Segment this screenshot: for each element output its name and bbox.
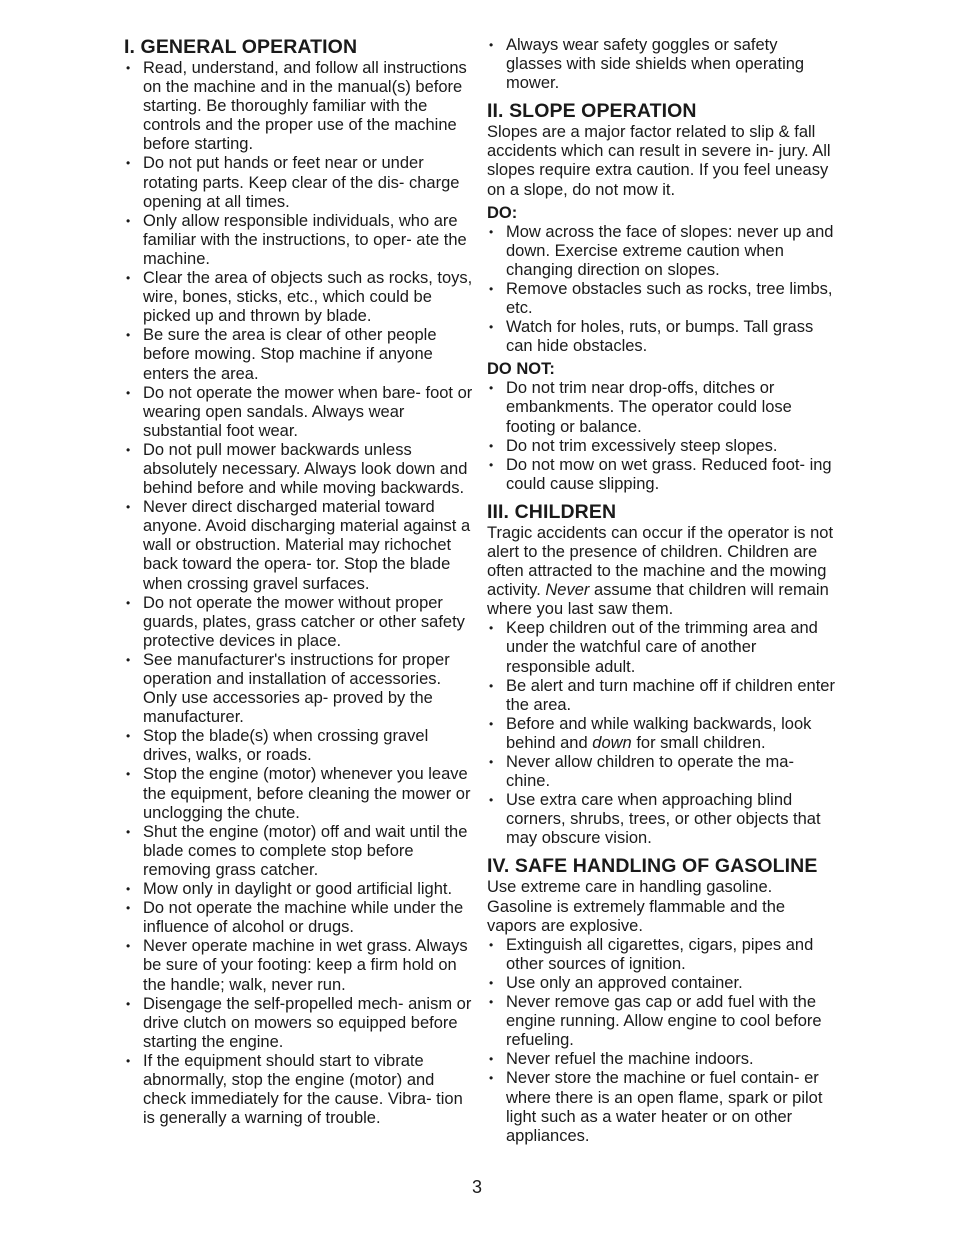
list-item: • Never operate machine in wet grass. Always be sure of your footing: keep a firm hold on the handle; walk, never run. bbox=[124, 937, 474, 994]
list-item: • Do not trim excessively steep slopes. bbox=[487, 437, 837, 456]
list-item: • Always wear safety goggles or safety glasses with side shields when operating mower. bbox=[487, 36, 837, 93]
list-item: • Only allow responsible individuals, who are familiar with the instructions, to oper- ate the machine. bbox=[124, 212, 474, 269]
list-item: • Never store the machine or fuel contain- er where there is an open flame, spark or pilot light such as a water heater or on other appliances. bbox=[487, 1069, 837, 1145]
list-item: • Clear the area of objects such as rocks, toys, wire, bones, sticks, etc., which could be picked up and thrown by blade. bbox=[124, 269, 474, 326]
do-not-list bbox=[487, 379, 837, 494]
list-item-text: Before and while walking backwards, look behind and bbox=[506, 714, 812, 752]
list-item: • Use extra care when approaching blind corners, shrubs, trees, or other objects that may obscure vision. bbox=[487, 791, 837, 848]
list-item: • Do not operate the mower without proper guards, plates, grass catcher or other safety protective devices in place. bbox=[124, 594, 474, 651]
list-item: • Do not mow on wet grass. Reduced foot- ing could cause slipping. bbox=[487, 456, 837, 494]
list-item: • Keep children out of the trimming area and under the watchful care of another responsible adult. bbox=[487, 619, 837, 676]
list-item bbox=[487, 715, 837, 753]
list-item: • Never remove gas cap or add fuel with the engine running. Allow engine to cool before refueling. bbox=[487, 993, 837, 1050]
list-item: • Remove obstacles such as rocks, tree limbs, etc. bbox=[487, 280, 837, 318]
list-item: • Mow only in daylight or good artificial light. bbox=[124, 880, 474, 899]
do-heading: DO: bbox=[487, 203, 518, 222]
do-list bbox=[487, 223, 837, 357]
list-item: • Never allow children to operate the ma- chine. bbox=[487, 753, 837, 791]
general-operation-continued-list bbox=[487, 36, 837, 93]
slope-operation-heading: II. SLOPE OPERATION bbox=[487, 100, 697, 123]
page-number: 3 bbox=[471, 1177, 482, 1197]
list-item: • See manufacturer's instructions for proper operation and installation of accessories. Only use accessories ap- proved by the manufacturer. bbox=[124, 651, 474, 727]
list-item: • Never direct discharged material toward anyone. Avoid discharging material against a wall or obstruction. Material may richochet back toward the opera- tor. Stop the blade when crossing gravel surfaces. bbox=[124, 498, 474, 593]
gasoline-list bbox=[487, 936, 837, 1146]
list-item: • Stop the engine (motor) whenever you leave the equipment, before cleaning the mower or unclogging the chute. bbox=[124, 765, 474, 822]
left-column bbox=[124, 36, 474, 1128]
list-item-text-end: for small children. bbox=[636, 733, 766, 752]
list-item: • Do not trim near drop-offs, ditches or embankments. The operator could lose footing or balance. bbox=[487, 379, 837, 436]
right-column bbox=[487, 36, 837, 1146]
list-item: • Be alert and turn machine off if children enter the area. bbox=[487, 677, 837, 715]
general-operation-heading: I. GENERAL OPERATION bbox=[124, 36, 358, 58]
children-intro-emphasis: Never bbox=[545, 581, 590, 600]
list-item: • Watch for holes, ruts, or bumps. Tall grass can hide obstacles. bbox=[487, 318, 837, 356]
gasoline-heading: IV. SAFE HANDLING OF GASOLINE bbox=[487, 855, 818, 878]
children-intro-text: Tragic accidents can occur if the operator is not alert to the presence of children. Children are often attracted to the machine and the mowing activity. bbox=[487, 523, 834, 600]
gasoline-intro: Use extreme care in handling gasoline. Gasoline is extremely flammable and the vapors are explosive. bbox=[487, 878, 786, 935]
list-item: • Mow across the face of slopes: never up and down. Exercise extreme caution when changing direction on slopes. bbox=[487, 223, 837, 280]
slope-operation-intro: Slopes are a major factor related to slip & fall accidents which can result in severe in- jury. All slopes require extra caution. If you feel uneasy on a slope, do not mow it. bbox=[487, 123, 831, 199]
list-item: • Do not operate the mower when bare- foot or wearing open sandals. Always wear substantial foot wear. bbox=[124, 384, 474, 441]
list-item: • Do not put hands or feet near or under rotating parts. Keep clear of the dis- charge opening at all times. bbox=[124, 154, 474, 211]
list-item: • Never refuel the machine indoors. bbox=[487, 1050, 837, 1069]
list-item: • If the equipment should start to vibrate abnormally, stop the engine (motor) and check immediately for the cause. Vibra- tion is generally a warning of trouble. bbox=[124, 1052, 474, 1128]
list-item-emphasis: down bbox=[592, 733, 632, 752]
list-item: • Do not operate the machine while under the influence of alcohol or drugs. bbox=[124, 899, 474, 937]
children-list bbox=[487, 619, 837, 848]
children-heading: III. CHILDREN bbox=[487, 500, 617, 523]
children-intro bbox=[487, 524, 837, 619]
list-item: • Be sure the area is clear of other people before mowing. Stop machine if anyone enters the area. bbox=[124, 326, 474, 383]
list-item: • Disengage the self-propelled mech- anism or drive clutch on mowers so equipped before starting the engine. bbox=[124, 995, 474, 1052]
do-not-heading: DO NOT: bbox=[487, 360, 555, 379]
list-item: • Read, understand, and follow all instructions on the machine and in the manual(s) before starting. Be thoroughly familiar with the controls and the proper use of the machine before starting. bbox=[124, 59, 474, 154]
list-item: • Stop the blade(s) when crossing gravel drives, walks, or roads. bbox=[124, 727, 474, 765]
list-item: • Extinguish all cigarettes, cigars, pipes and other sources of ignition. bbox=[487, 936, 837, 974]
general-operation-list bbox=[124, 59, 474, 1128]
list-item: • Shut the engine (motor) off and wait until the blade comes to complete stop before removing grass catcher. bbox=[124, 823, 474, 880]
list-item: • Do not pull mower backwards unless absolutely necessary. Always look down and behind before and while moving backwards. bbox=[124, 441, 474, 498]
list-item: • Use only an approved container. bbox=[487, 974, 837, 993]
children-intro-text-end: assume that children will remain where you last saw them. bbox=[487, 581, 829, 619]
